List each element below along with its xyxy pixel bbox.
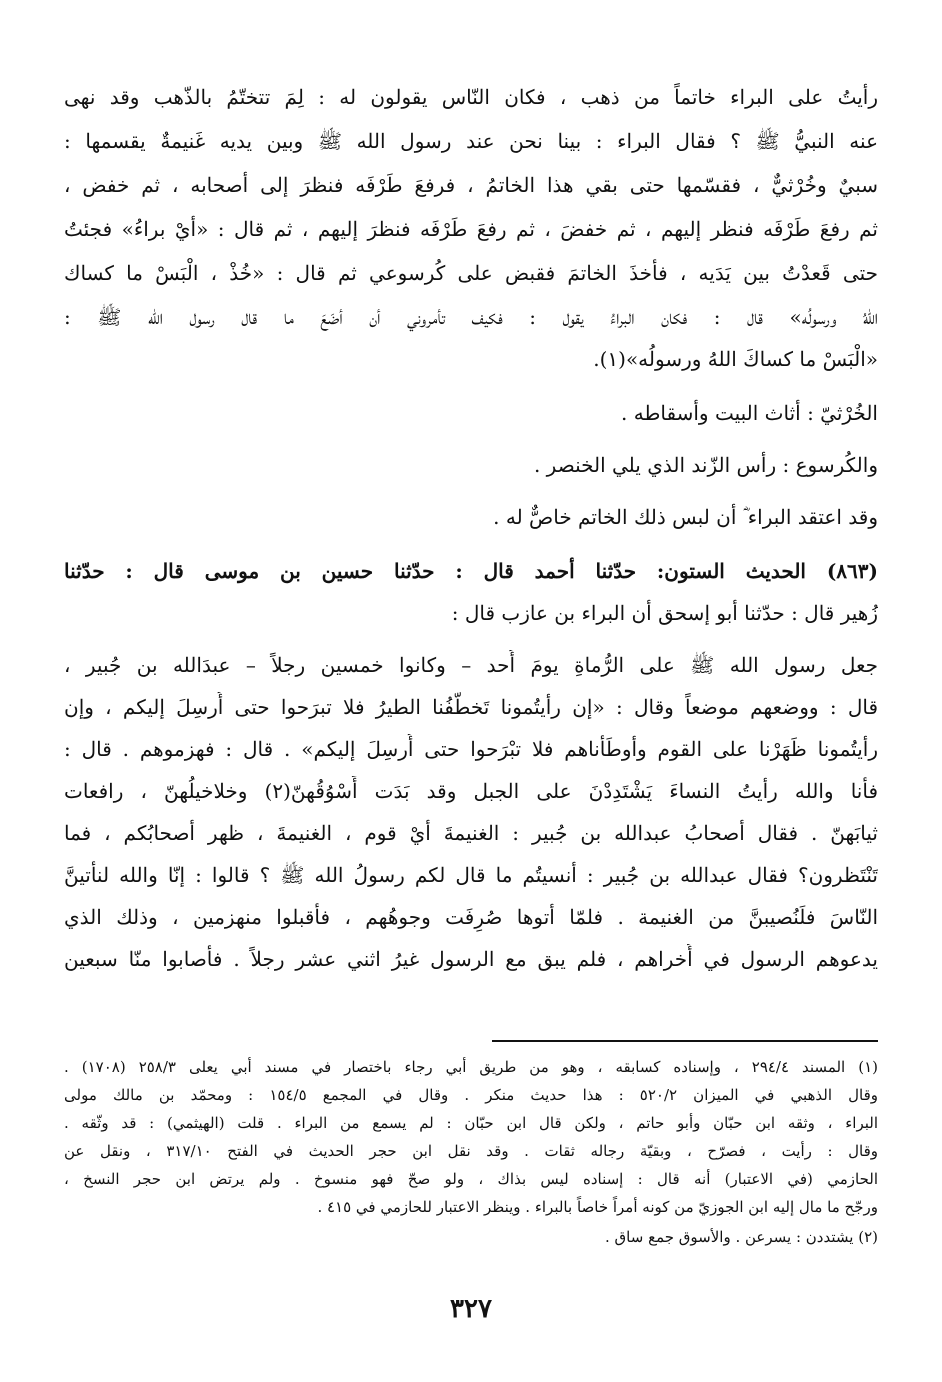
hadith-title-line: (٨٦٣) الحديث الستون: حدّثنا أحمد قال : حدّثنا حسين بن موسى قال : حدّثنا — [64, 559, 878, 583]
text-line: رأيتُمونا ظَهَرْنا على القوم وأوطَأناهم فلا تبْرَحوا حتى أُرسِلَ إليكم» . قال : فهزموهم . قال : — [64, 737, 878, 761]
text-line: اللهُ ورسولُه» قال : فكان البراءُ يقول : فكيف تأمروني أن أضَعَ ما قال رسول الله ﷺ : — [64, 305, 878, 329]
text-line: ثيابَهنّ . فقال أصحابُ عبدالله بن جُبير : الغنيمةَ أيْ قوم ، الغنيمةَ ، ظهر أصحابُكم ، فما — [64, 821, 878, 845]
glossary-item: الخُرْثيّ : أثاث البيت وأسقاطه . — [621, 401, 878, 425]
text-line: ثم رفعَ طَرْفَه فنظر إليهم ، ثم خفضَ ، ثم رفعَ طَرْفَه فنظرَ إليهم ، ثم قال : «أيْ براءُ» فجئتُ — [64, 217, 878, 241]
text-line: جعل رسول الله ﷺ على الرُّماةِ يومَ أُحد – وكانوا خمسين رجلاً – عبدَالله بن جُبير ، — [64, 653, 878, 677]
footnote-line: وقال الذهبي في الميزان ٥٢٠/٢ : هذا حديث منكر . وقال في المجمع ١٥٤/٥ : ومحمّد بن مالك مولى — [64, 1086, 878, 1104]
glossary-item: وقد اعتقد البراء ؓ أن لبس ذلك الخاتم خاصٌّ له . — [493, 505, 878, 529]
text-line: رأيتُ على البراء خاتماً من ذهب ، فكان النّاس يقولون له : لِمَ تتختّمُ بالذّهب وقد نهى — [64, 85, 878, 109]
footnote-line: ورجّح ما مال إليه ابن الجوزيّ من كونه أمراً خاصاً بالبراء . وينظر الاعتبار للحازمي في ٤١٥ . — [317, 1198, 878, 1216]
isnad-line: زُهير قال : حدّثنا أبو إسحق أن البراء بن عازب قال : — [451, 601, 878, 625]
text-line: يدعوهم الرسول في أُخراهم ، فلم يبق مع الرسول غيرُ اثني عشر رجلاً . فأصابوا منّا سبعين — [64, 947, 878, 971]
footnote-separator — [492, 1040, 878, 1042]
text-line: «الْبَسْ ما كساكَ اللهُ ورسولُه»(١). — [593, 347, 878, 371]
text-line: عنه النبيُّ ﷺ ؟ فقال البراء : بينا نحن عند رسول الله ﷺ وبين يديه غَنيمةٌ يقسمها : — [64, 129, 878, 153]
footnote-line: وقال : رأيت ، فصرّح ، وبقيّة رجاله ثقات . وقد نقل ابن حجر الحديث في الفتح ٣١٧/١٠ ، ونقل عن — [64, 1142, 878, 1160]
footnote-line: البراء ، وثقه ابن حبّان وأبو حاتم ، ولكن قال ابن حبّان : لم يسمع من البراء . قلت (الهيثمي) : قد وثّقه . — [64, 1114, 878, 1132]
text-line: حتى قَعدْتُ بين يَدَيه ، فأخذَ الخاتمَ فقبض على كُرسوعي ثم قال : «خُذْ ، الْبَسْ ما كساك — [64, 261, 878, 285]
footnote-line: الحازمي (في الاعتبار) أنه قال : إسناده ليس بذاك ، ولو صحّ فهو منسوخ . ولم يرتض ابن حجر النسخ ، — [64, 1170, 878, 1188]
text-line: فأنا والله رأيتُ النساءَ يَشْتَدِدْنَ على الجبل وقد بَدَت أَسْوُقُهنّ(٢) وخلاخيلُهنّ ، رافعات — [64, 779, 878, 803]
text-line: النّاسَ فلَنُصيبنَّ من الغنيمة . فلمّا أتوها صُرِفَت وجوهُهم ، فأقبلوا منهزمين ، وذلك الذي — [64, 905, 878, 929]
text-line: سبيٌ وخُرْثيٌّ ، فقسّمها حتى بقي هذا الخاتمُ ، فرفعَ طَرْفَه فنظرَ إلى أصحابه ، ثم خفض ، — [64, 173, 878, 197]
text-line: قال : ووضعهم موضعاً وقال : «إن رأيتُمونا تَخطّفُنا الطيرُ فلا تبرَحوا حتى أُرسِلَ إليكم ، وإن — [64, 695, 878, 719]
footnote-line: (٢) يشتددن : يسرعن . والأسوق جمع ساق . — [605, 1228, 878, 1246]
glossary-item: والكُرسوع : رأس الزّند الذي يلي الخنصر . — [533, 453, 878, 477]
page-number: ٣٢٧ — [450, 1294, 492, 1324]
footnote-line: (١) المسند ٢٩٤/٤ ، وإسناده كسابقه ، وهو من طريق أبي رجاء باختصار في مسند أبي يعلى ٢٥٨/٣ (١٧٠٨) . — [64, 1058, 878, 1076]
text-line: تَنْتَظرون؟ فقال عبدالله بن جُبير : أنسيتُم ما قال لكم رسولُ الله ﷺ ؟ قالوا : إنّا والله لنأتينَّ — [64, 863, 878, 887]
